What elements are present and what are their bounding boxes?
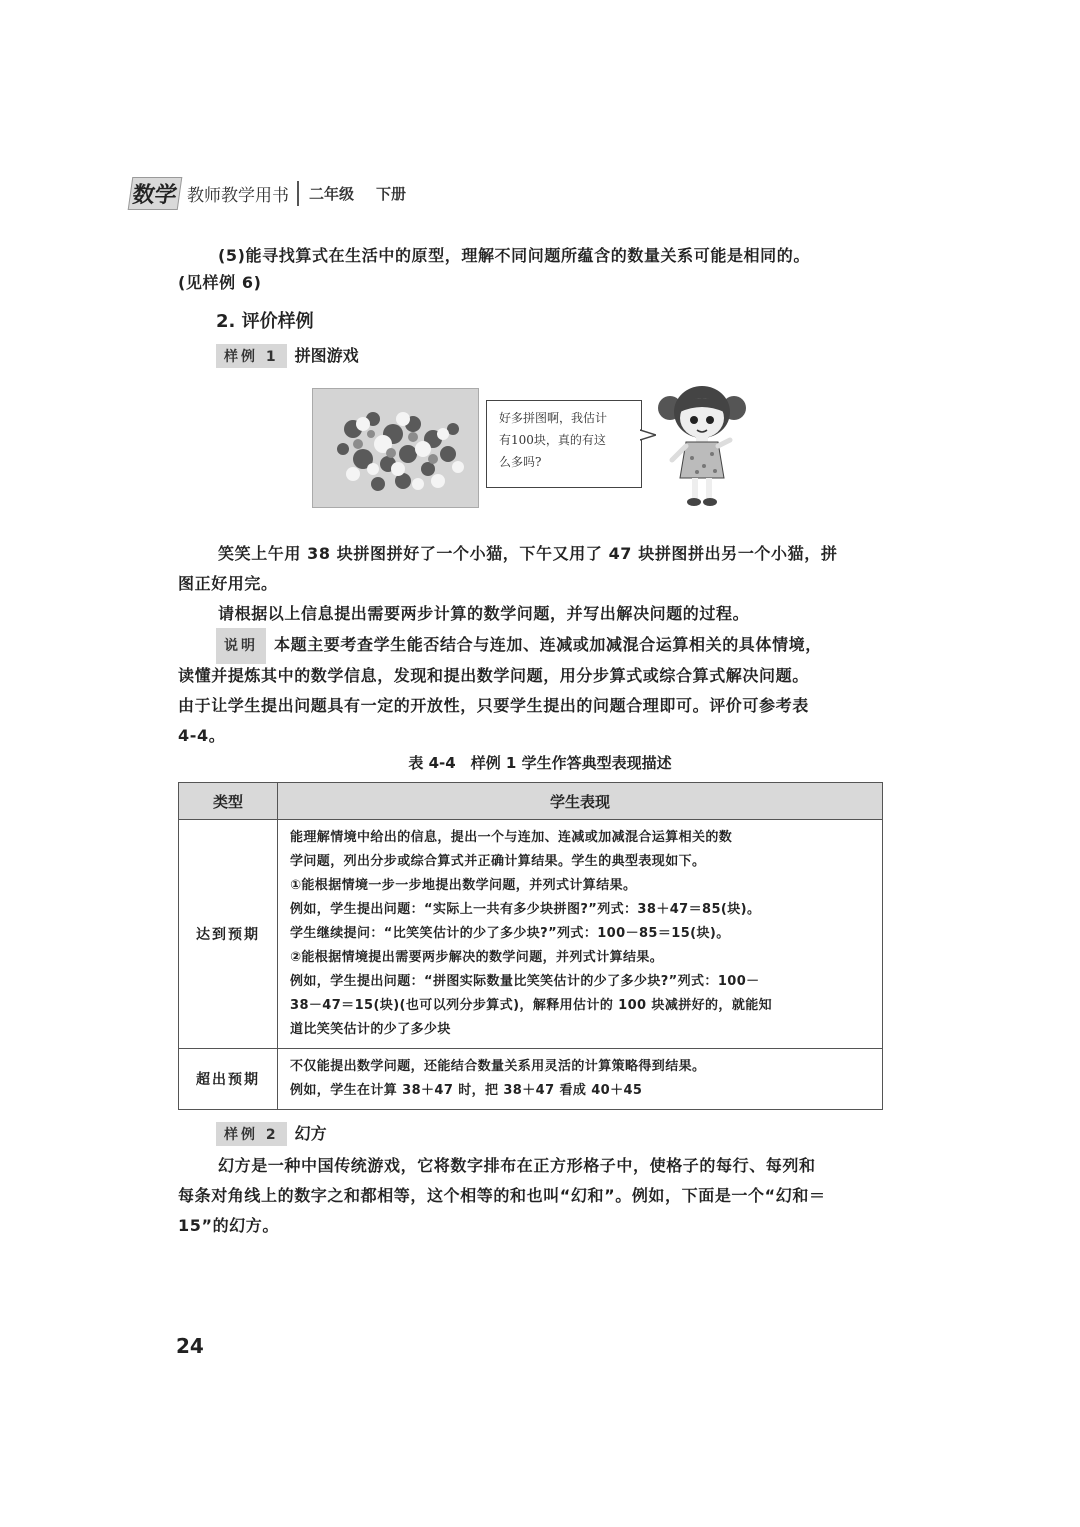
puzzle-photo [312,388,479,508]
table-caption: 表 4-4 样例 1 学生作答典型表现描述 [408,754,672,772]
table-row [179,1049,883,1110]
row-type: 达到预期 [179,820,278,1049]
desc-line: 例如，学生提出问题：“拼图实际数量比笑笑估计的少了多少块?”列式：100－ [290,974,760,989]
desc-line: 38－47＝15(块)(也可以列分步算式)，解释用估计的 100 块减拼好的，就能知 [290,998,773,1013]
speech-line: 好多拼图啊，我估计 [499,411,608,425]
subject-logo: 数学 [130,177,181,210]
example2-heading [216,1121,327,1146]
desc-line: 道比笑笑估计的少了多少块 [290,1022,451,1037]
note-line-4: 4-4。 [178,726,226,745]
problem-line-1: 笑笑上午用 38 块拼图拼好了一个小猫，下午又用了 47 块拼图拼出另一个小猫，拼 [218,544,838,563]
desc-line: 不仅能提出数学问题，还能结合数量关系用灵活的计算策略得到结果。 [290,1059,706,1074]
desc-line: ②能根据情境提出需要两步解决的数学问题，并列式计算结果。 [290,950,664,965]
table-row [179,820,883,1049]
intro-line-1: (5)能寻找算式在生活中的原型，理解不同问题所蕴含的数量关系可能是相同的。 [218,246,810,265]
task-text: 请根据以上信息提出需要两步计算的数学问题，并写出解决问题的过程。 [218,604,750,623]
page-number: 24 [176,1334,204,1358]
example1-heading [216,343,359,368]
column-header-performance: 学生表现 [278,783,883,820]
note-line-2: 读懂并提炼其中的数学信息，发现和提出数学问题，用分步算式或综合算式解决问题。 [178,666,809,685]
desc-line: 学问题，列出分步或综合算式并正确计算结果。学生的典型表现如下。 [290,854,706,869]
example1-tag: 样例 1 [216,344,287,368]
desc-line: ①能根据情境一步一步地提出数学问题，并列式计算结果。 [290,878,637,893]
example2-line-3: 15”的幻方。 [178,1216,279,1235]
intro-line-2: (见样例 6) [178,273,262,292]
example1-title: 拼图游戏 [294,346,359,365]
example2-tag: 样例 2 [216,1122,287,1146]
problem-line-2: 图正好用完。 [178,574,278,593]
desc-line: 学生继续提问：“比笑笑估计的少了多少块?”列式：100－85＝15(块)。 [290,926,730,941]
performance-table [178,782,883,1110]
desc-line: 例如，学生在计算 38＋47 时，把 38＋47 看成 40＋45 [290,1083,643,1098]
speech-line: 有100块，真的有这 [499,433,606,447]
row-type: 超出预期 [179,1049,278,1110]
note-tag: 说明 [216,628,266,664]
example2-line-2: 每条对角线上的数字之和都相等，这个相等的和也叫“幻和”。例如，下面是一个“幻和＝ [178,1186,826,1205]
running-header [130,178,406,208]
speech-bubble [486,400,642,488]
row-description [278,1049,883,1110]
desc-line: 例如，学生提出问题：“实际上一共有多少块拼图?”列式：38＋47＝85(块)。 [290,902,761,917]
example2-line-1: 幻方是一种中国传统游戏，它将数字排布在正方形格子中，使格子的每行、每列和 [218,1156,816,1175]
row-description [278,820,883,1049]
volume-label: 下册 [376,184,407,203]
girl-illustration [652,378,752,510]
speech-line: 么多吗? [499,455,542,469]
desc-line: 能理解情境中给出的信息，提出一个与连加、连减或加减混合运算相关的数 [290,830,733,845]
table-header-row [179,783,883,820]
example2-title: 幻方 [294,1124,327,1143]
column-header-type: 类型 [179,783,278,820]
grade-label: 二年级 [309,184,355,203]
book-title: 教师教学用书 [187,181,299,206]
section-title: 2. 评价样例 [216,311,314,332]
note-line-1 [216,628,822,664]
note-line-3: 由于让学生提出问题具有一定的开放性，只要学生提出的问题合理即可。评价可参考表 [178,696,809,715]
note-text: 本题主要考查学生能否结合与连加、连减或加减混合运算相关的具体情境， [274,635,822,654]
